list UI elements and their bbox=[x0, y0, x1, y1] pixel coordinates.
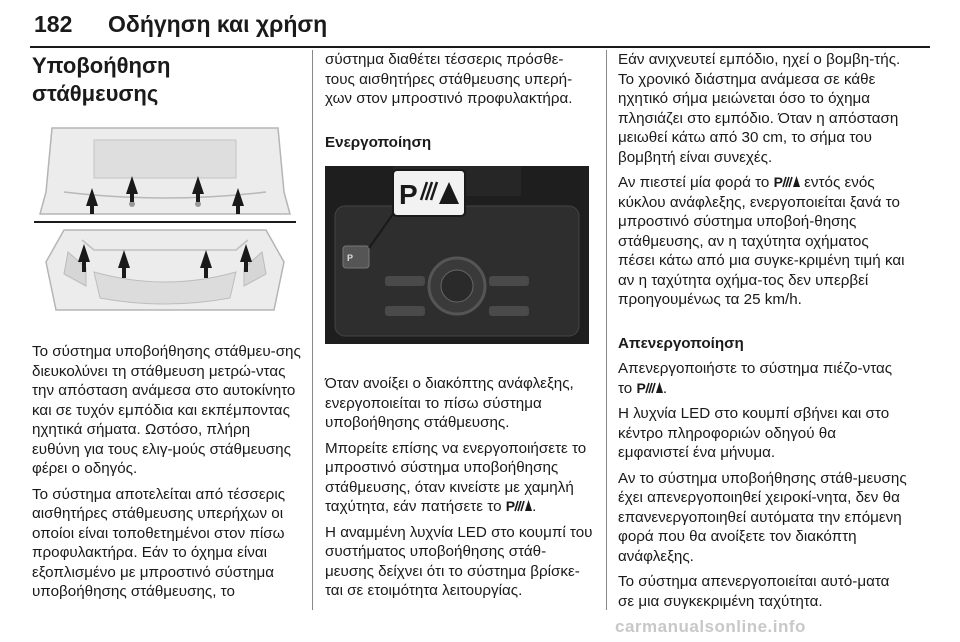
page-header bbox=[30, 8, 930, 48]
watermark: carmanualsonline.info bbox=[615, 617, 806, 636]
front-bumper-drawing bbox=[46, 230, 284, 310]
paragraph-text: Αν πιεστεί μία φορά το bbox=[618, 174, 770, 191]
paragraph: Εάν ανιχνευτεί εμπόδιο, ηχεί ο βομβη-τής. Το χρονικό διάστημα ανάμεσα σε κάθε ηχητικό σήμα μειώνεται όσο το όχημα πλησιάζει στο εμπόδιο. Όταν η απόσταση μειωθεί κάτω από 30 cm, το σήμα του βομβητή είναι συνεχές. bbox=[618, 51, 901, 166]
paragraph: Η λυχνία LED στο κουμπί σβήνει και στο κέντρο πληροφοριών οδηγού θα εμφανιστεί ένα μήνυμα. bbox=[618, 405, 890, 461]
paragraph: Όταν ανοίξει ο διακόπτης ανάφλεξης, ενεργοποιείται το πίσω σύστημα υποβοήθησης στάθμευσης. bbox=[325, 375, 574, 431]
subheading-activation: Ενεργοποίηση bbox=[325, 133, 432, 151]
subheading-deactivation: Απενεργοποίηση bbox=[618, 334, 744, 352]
paragraph: Το σύστημα αποτελείται από τέσσερις αισθητήρες στάθμευσης υπερήχων οι οποίοι είναι τοποθετημένοι στον πίσω προφυλακτήρα. Εάν το όχημα είναι εξοπλισμένο με μπροστινό σύστημα υποβοήθησης στάθμευσης, το bbox=[32, 485, 286, 600]
page-number: 182 bbox=[34, 11, 73, 37]
column-3 bbox=[618, 50, 908, 617]
svg-text:P: P bbox=[347, 253, 354, 263]
paragraph: σύστημα διαθέτει τέσσερις πρόσθε-τους αισθητήρες στάθμευσης υπερή-χων στον μπροστινό προφυλακτήρα. bbox=[325, 51, 573, 107]
park-assist-icon: P bbox=[774, 173, 800, 193]
paragraph-text: Απενεργοποιήστε το σύστημα πιέζο-ντας το bbox=[618, 360, 893, 397]
paragraph: Η αναμμένη λυχνία LED στο κουμπί του συστήματος υποβοήθησης στάθ-μευσης δείχνει ότι το σύστημα βρίσκε-ται σε ετοιμότητα λειτουργίας. bbox=[325, 523, 593, 599]
dashboard-svg bbox=[325, 166, 589, 344]
paragraph: Το σύστημα απενεργοποιείται αυτό-ματα σε μια συγκεκριμένη ταχύτητα. bbox=[618, 573, 890, 610]
running-title: Οδήγηση και χρήση bbox=[108, 11, 328, 37]
paragraph: Το σύστημα υποβοήθησης στάθμευ-σης διευκολύνει τη στάθμευση μετρώ-ντας την απόσταση ανάμεσα στο αυτοκίνητο και σε τυχόν εμπόδια και εκπέμποντας ηχητικά σήματα. Ωστόσο, πλήρη ευθύνη για τους ελιγ-μούς στάθμευσης φέρει ο οδηγός. bbox=[32, 343, 301, 477]
park-assist-icon: P bbox=[399, 179, 418, 210]
paragraph-text: εντός ενός κύκλου ανάφλεξης, ενεργοποιείται ξανά το μπροστινό σύστημα υποβοή-θησης στάθμευσης, αν η ταχύτητα οχήματος πέσει κάτω από μια συγκε-κριμένη τιμή και αν η ταχύτητα οχήμα-τος δεν υπερβεί προηγουμένως τα 25 km/h. bbox=[618, 174, 905, 308]
paragraph: Μπορείτε επίσης να ενεργοποιήσετε το μπροστινό σύστημα υποβοήθησης στάθμευσης, όταν κινείστε με χαμηλή ταχύτητα, εάν πατήσετε το P . bbox=[325, 439, 587, 515]
rear-bumper-drawing bbox=[40, 128, 290, 214]
paragraph: Αν το σύστημα υποβοήθησης στάθ-μευσης έχει απενεργοποιηθεί χειροκί-νητα, δεν θα επανενεργοποιηθεί αυτόματα την επόμενη φορά που θα ανοίξετε τον διακόπτη ανάφλεξης. bbox=[618, 469, 907, 565]
dashboard-button-photo bbox=[325, 166, 589, 344]
column-2 bbox=[325, 50, 593, 607]
paragraph bbox=[618, 173, 908, 310]
column-divider bbox=[606, 50, 607, 610]
park-assist-icon: P bbox=[636, 379, 662, 399]
paragraph: Απενεργοποιήστε το σύστημα πιέζο-ντας το P . bbox=[618, 360, 893, 397]
column-1 bbox=[32, 50, 302, 608]
bumper-sensors-svg bbox=[34, 122, 296, 314]
bumper-sensors-illustration bbox=[34, 122, 296, 314]
column-divider bbox=[312, 50, 313, 610]
section-title: Υποβοήθηση στάθμευσης bbox=[32, 53, 171, 106]
paragraph-text: Μπορείτε επίσης να ενεργοποιήσετε το μπροστινό σύστημα υποβοήθησης στάθμευσης, όταν κινείστε με χαμηλή ταχύτητα, εάν πατήσετε το bbox=[325, 439, 587, 515]
park-assist-icon: P bbox=[506, 497, 532, 517]
